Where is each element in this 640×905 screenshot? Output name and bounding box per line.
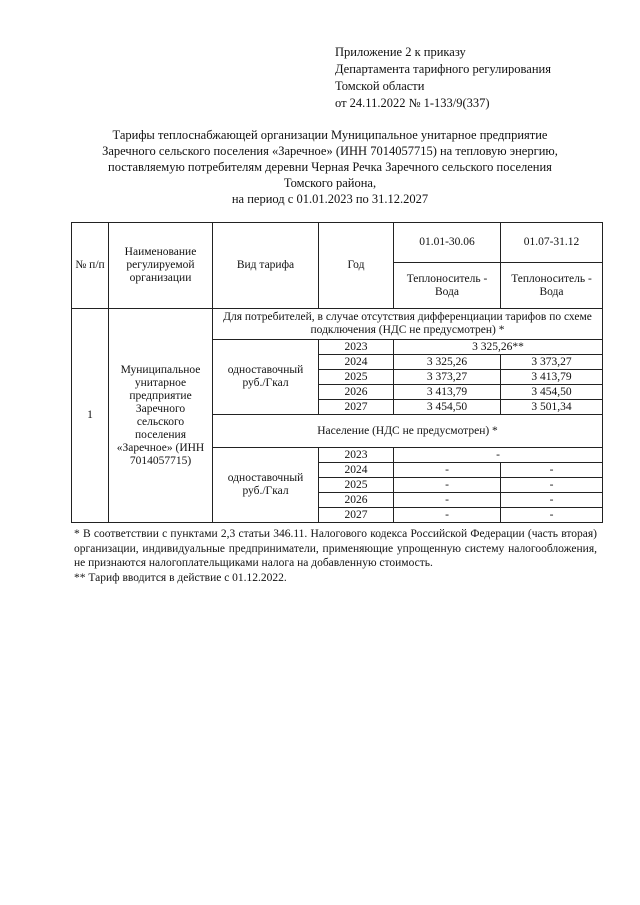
- org-name: Муниципальное унитарное предприятие Заречного сельского поселения «Заречное» (ИНН 7014057715): [109, 309, 213, 523]
- title-line: Тарифы теплоснабжающей организации Муниципальное унитарное предприятие: [112, 128, 548, 142]
- header-tariff-type: Вид тарифа: [213, 223, 319, 309]
- tariff-value-merged: -: [394, 448, 603, 463]
- year-cell: 2023: [319, 448, 394, 463]
- title-line: Томского района,: [283, 176, 377, 190]
- tariff-value-h2: -: [501, 478, 603, 493]
- footnote-2: ** Тариф вводится в действие с 01.12.2022.: [74, 571, 287, 584]
- document-title: [60, 127, 600, 207]
- tariff-value-h2: -: [501, 508, 603, 523]
- tariff-value-h2: 3 454,50: [501, 385, 603, 400]
- title-line: Заречного сельского поселения «Заречное» (ИНН 7014057715) на тепловую энергию,: [102, 144, 558, 158]
- appendix-line: Приложение 2 к приказу: [335, 45, 466, 59]
- tariff-value-h1: -: [394, 493, 501, 508]
- header-carrier-1: Теплоноситель - Вода: [394, 263, 501, 309]
- row-number: 1: [72, 309, 109, 523]
- year-cell: 2027: [319, 400, 394, 415]
- header-org: Наименование регулируемой организации: [109, 223, 213, 309]
- tariff-value-h2: 3 373,27: [501, 355, 603, 370]
- year-cell: 2025: [319, 478, 394, 493]
- tariff-value-h1: 3 373,27: [394, 370, 501, 385]
- year-cell: 2023: [319, 340, 394, 355]
- tariff-value-h2: 3 501,34: [501, 400, 603, 415]
- tariff-table: [71, 222, 603, 523]
- tariff-value-h1: 3 413,79: [394, 385, 501, 400]
- tariff-value-h2: 3 413,79: [501, 370, 603, 385]
- tariff-type-cell: одноставочный руб./Гкал: [213, 448, 319, 523]
- appendix-line: Томской области: [335, 79, 425, 93]
- section-consumers-title: Для потребителей, в случае отсутствия дифференциации тарифов по схеме подключения (НДС не предусмотрен) *: [213, 309, 603, 340]
- header-period-2: 01.07-31.12: [501, 223, 603, 263]
- tariff-value-h1: 3 454,50: [394, 400, 501, 415]
- appendix-line: от 24.11.2022 № 1-133/9(337): [335, 96, 490, 110]
- year-cell: 2025: [319, 370, 394, 385]
- year-cell: 2024: [319, 463, 394, 478]
- title-line: на период с 01.01.2023 по 31.12.2027: [231, 192, 429, 206]
- year-cell: 2024: [319, 355, 394, 370]
- appendix-block: [335, 44, 551, 112]
- tariff-value-h1: -: [394, 463, 501, 478]
- year-cell: 2027: [319, 508, 394, 523]
- header-period-1: 01.01-30.06: [394, 223, 501, 263]
- tariff-value-merged: 3 325,26**: [394, 340, 603, 355]
- year-cell: 2026: [319, 385, 394, 400]
- tariff-value-h1: -: [394, 508, 501, 523]
- tariff-value-h2: -: [501, 463, 603, 478]
- tariff-value-h1: 3 325,26: [394, 355, 501, 370]
- tariff-value-h2: -: [501, 493, 603, 508]
- appendix-line: Департамента тарифного регулирования: [335, 62, 551, 76]
- section-population-title: Население (НДС не предусмотрен) *: [213, 415, 603, 448]
- footnotes: [74, 527, 597, 585]
- header-year: Год: [319, 223, 394, 309]
- header-num: № п/п: [72, 223, 109, 309]
- title-line: поставляемую потребителям деревни Черная Речка Заречного сельского поселения: [108, 160, 552, 174]
- tariff-value-h1: -: [394, 478, 501, 493]
- tariff-type-cell: одноставочный руб./Гкал: [213, 340, 319, 415]
- header-carrier-2: Теплоноситель - Вода: [501, 263, 603, 309]
- year-cell: 2026: [319, 493, 394, 508]
- footnote-1: * В соответствии с пунктами 2,3 статьи 346.11. Налогового кодекса Российской Федерации (часть вторая) организации, индивидуальные предприниматели, применяющие упрощенную систему налогообложения, не признаются налогоплательщиками налога на добавленную стоимость.: [74, 528, 597, 569]
